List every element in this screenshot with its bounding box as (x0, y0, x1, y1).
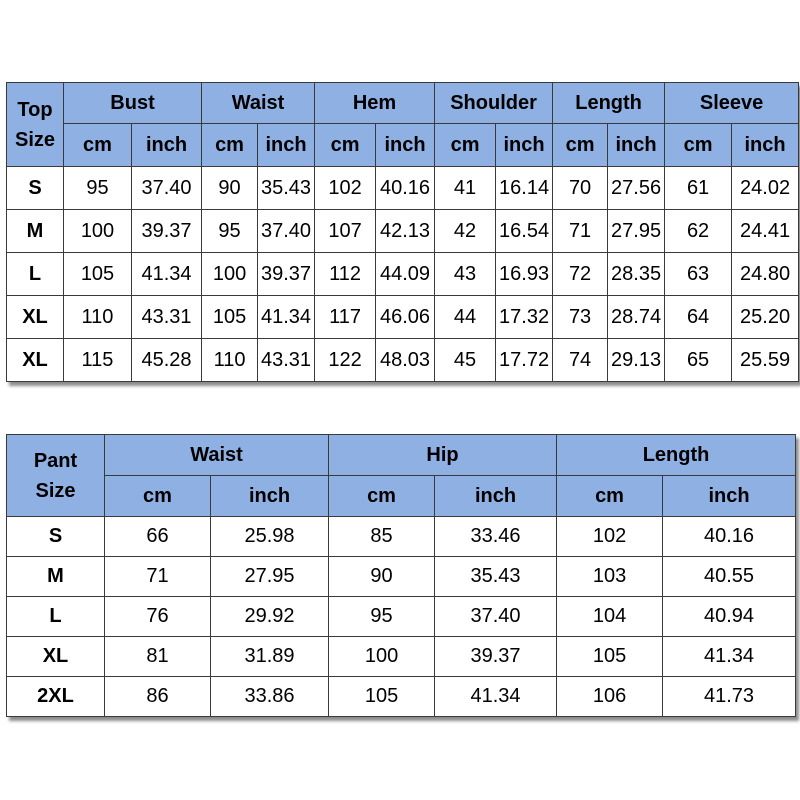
pant-cell: 81 (105, 637, 211, 677)
top-size-label: XL (7, 296, 64, 339)
pant-cell: 85 (329, 517, 435, 557)
top-size-label: L (7, 253, 64, 296)
top-cell: 74 (553, 339, 608, 382)
top-unit-header: cm (315, 124, 376, 167)
pant-unit-header: cm (329, 476, 435, 517)
top-cell: 64 (665, 296, 732, 339)
top-cell: 100 (64, 210, 132, 253)
top-unit-header: inch (496, 124, 553, 167)
top-cell: 43.31 (132, 296, 202, 339)
pant-row (7, 557, 796, 597)
pant-cell: 40.55 (663, 557, 796, 597)
top-cell: 105 (202, 296, 258, 339)
top-row (7, 253, 799, 296)
top-row (7, 210, 799, 253)
top-cell: 35.43 (258, 167, 315, 210)
pant-size-header (7, 435, 105, 517)
top-cell: 63 (665, 253, 732, 296)
top-cell: 45 (435, 339, 496, 382)
top-size-label: S (7, 167, 64, 210)
pant-size-label: L (7, 597, 105, 637)
pant-cell: 27.95 (211, 557, 329, 597)
pant-size-label: S (7, 517, 105, 557)
pant-row (7, 637, 796, 677)
top-group-header: Waist (202, 83, 315, 124)
top-size-table (6, 82, 799, 382)
top-cell: 27.56 (608, 167, 665, 210)
top-unit-header: cm (553, 124, 608, 167)
pant-cell: 66 (105, 517, 211, 557)
pant-group-header: Hip (329, 435, 557, 476)
pant-cell: 76 (105, 597, 211, 637)
pant-cell: 40.94 (663, 597, 796, 637)
top-cell: 29.13 (608, 339, 665, 382)
pant-cell: 100 (329, 637, 435, 677)
top-cell: 39.37 (132, 210, 202, 253)
top-cell: 27.95 (608, 210, 665, 253)
pant-cell: 25.98 (211, 517, 329, 557)
top-cell: 41.34 (132, 253, 202, 296)
top-cell: 61 (665, 167, 732, 210)
pant-cell: 104 (557, 597, 663, 637)
top-unit-header: inch (608, 124, 665, 167)
pant-cell: 33.86 (211, 677, 329, 717)
top-unit-header: inch (732, 124, 799, 167)
top-group-header: Bust (64, 83, 202, 124)
top-unit-header: cm (202, 124, 258, 167)
top-cell: 70 (553, 167, 608, 210)
pant-cell: 90 (329, 557, 435, 597)
top-cell: 16.14 (496, 167, 553, 210)
pant-cell: 33.46 (435, 517, 557, 557)
pant-unit-header: inch (211, 476, 329, 517)
top-row (7, 167, 799, 210)
pant-row (7, 517, 796, 557)
top-cell: 107 (315, 210, 376, 253)
top-cell: 16.54 (496, 210, 553, 253)
top-cell: 105 (64, 253, 132, 296)
top-row (7, 296, 799, 339)
top-cell: 122 (315, 339, 376, 382)
pant-cell: 86 (105, 677, 211, 717)
pant-size-header-line: Pant (33, 449, 78, 472)
pant-cell: 35.43 (435, 557, 557, 597)
top-unit-header: cm (665, 124, 732, 167)
top-cell: 24.02 (732, 167, 799, 210)
top-cell: 17.32 (496, 296, 553, 339)
top-cell: 62 (665, 210, 732, 253)
top-size-header (7, 83, 64, 167)
pant-size-label: XL (7, 637, 105, 677)
top-cell: 39.37 (258, 253, 315, 296)
top-cell: 45.28 (132, 339, 202, 382)
pant-header-row (7, 435, 796, 476)
pant-cell: 41.34 (663, 637, 796, 677)
top-unit-header: inch (258, 124, 315, 167)
top-cell: 73 (553, 296, 608, 339)
top-cell: 65 (665, 339, 732, 382)
pant-cell: 105 (557, 637, 663, 677)
top-group-header: Shoulder (435, 83, 553, 124)
pant-unit-header: cm (105, 476, 211, 517)
top-cell: 112 (315, 253, 376, 296)
top-group-header: Sleeve (665, 83, 799, 124)
top-size-label: M (7, 210, 64, 253)
top-header-row (7, 83, 799, 124)
top-cell: 95 (64, 167, 132, 210)
pant-cell: 95 (329, 597, 435, 637)
top-unit-header: cm (64, 124, 132, 167)
pant-size-label: 2XL (7, 677, 105, 717)
top-cell: 46.06 (376, 296, 435, 339)
top-unit-header: inch (132, 124, 202, 167)
top-unit-row (7, 124, 799, 167)
top-unit-header: cm (435, 124, 496, 167)
top-cell: 102 (315, 167, 376, 210)
pant-size-header-line: Size (35, 479, 76, 502)
top-cell: 17.72 (496, 339, 553, 382)
top-cell: 42.13 (376, 210, 435, 253)
top-cell: 72 (553, 253, 608, 296)
pant-cell: 31.89 (211, 637, 329, 677)
pant-cell: 106 (557, 677, 663, 717)
pant-cell: 40.16 (663, 517, 796, 557)
pant-cell: 29.92 (211, 597, 329, 637)
top-row (7, 339, 799, 382)
pant-cell: 71 (105, 557, 211, 597)
pant-cell: 103 (557, 557, 663, 597)
pant-cell: 105 (329, 677, 435, 717)
top-cell: 25.20 (732, 296, 799, 339)
top-cell: 25.59 (732, 339, 799, 382)
top-cell: 44.09 (376, 253, 435, 296)
top-cell: 48.03 (376, 339, 435, 382)
top-cell: 43.31 (258, 339, 315, 382)
top-cell: 90 (202, 167, 258, 210)
top-cell: 37.40 (258, 210, 315, 253)
pant-group-header: Length (557, 435, 796, 476)
top-size-header-line: Size (14, 128, 56, 151)
top-cell: 24.80 (732, 253, 799, 296)
pant-cell: 37.40 (435, 597, 557, 637)
pant-unit-header: inch (663, 476, 796, 517)
top-cell: 71 (553, 210, 608, 253)
pant-group-header: Waist (105, 435, 329, 476)
top-cell: 110 (202, 339, 258, 382)
top-cell: 16.93 (496, 253, 553, 296)
top-group-header: Length (553, 83, 665, 124)
pant-unit-header: cm (557, 476, 663, 517)
pant-row (7, 597, 796, 637)
pant-cell: 39.37 (435, 637, 557, 677)
pant-cell: 41.73 (663, 677, 796, 717)
top-cell: 28.74 (608, 296, 665, 339)
top-cell: 41.34 (258, 296, 315, 339)
top-cell: 95 (202, 210, 258, 253)
top-cell: 115 (64, 339, 132, 382)
top-cell: 117 (315, 296, 376, 339)
pant-unit-header: inch (435, 476, 557, 517)
top-cell: 42 (435, 210, 496, 253)
top-cell: 28.35 (608, 253, 665, 296)
pant-size-label: M (7, 557, 105, 597)
top-unit-header: inch (376, 124, 435, 167)
pant-cell: 102 (557, 517, 663, 557)
top-cell: 40.16 (376, 167, 435, 210)
top-cell: 37.40 (132, 167, 202, 210)
top-size-header-line: Top (17, 98, 53, 121)
top-cell: 110 (64, 296, 132, 339)
top-cell: 41 (435, 167, 496, 210)
top-cell: 100 (202, 253, 258, 296)
top-size-label: XL (7, 339, 64, 382)
pant-cell: 41.34 (435, 677, 557, 717)
top-group-header: Hem (315, 83, 435, 124)
pant-row (7, 677, 796, 717)
top-cell: 24.41 (732, 210, 799, 253)
top-cell: 44 (435, 296, 496, 339)
top-cell: 43 (435, 253, 496, 296)
pant-unit-row (7, 476, 796, 517)
pant-size-table (6, 434, 796, 717)
